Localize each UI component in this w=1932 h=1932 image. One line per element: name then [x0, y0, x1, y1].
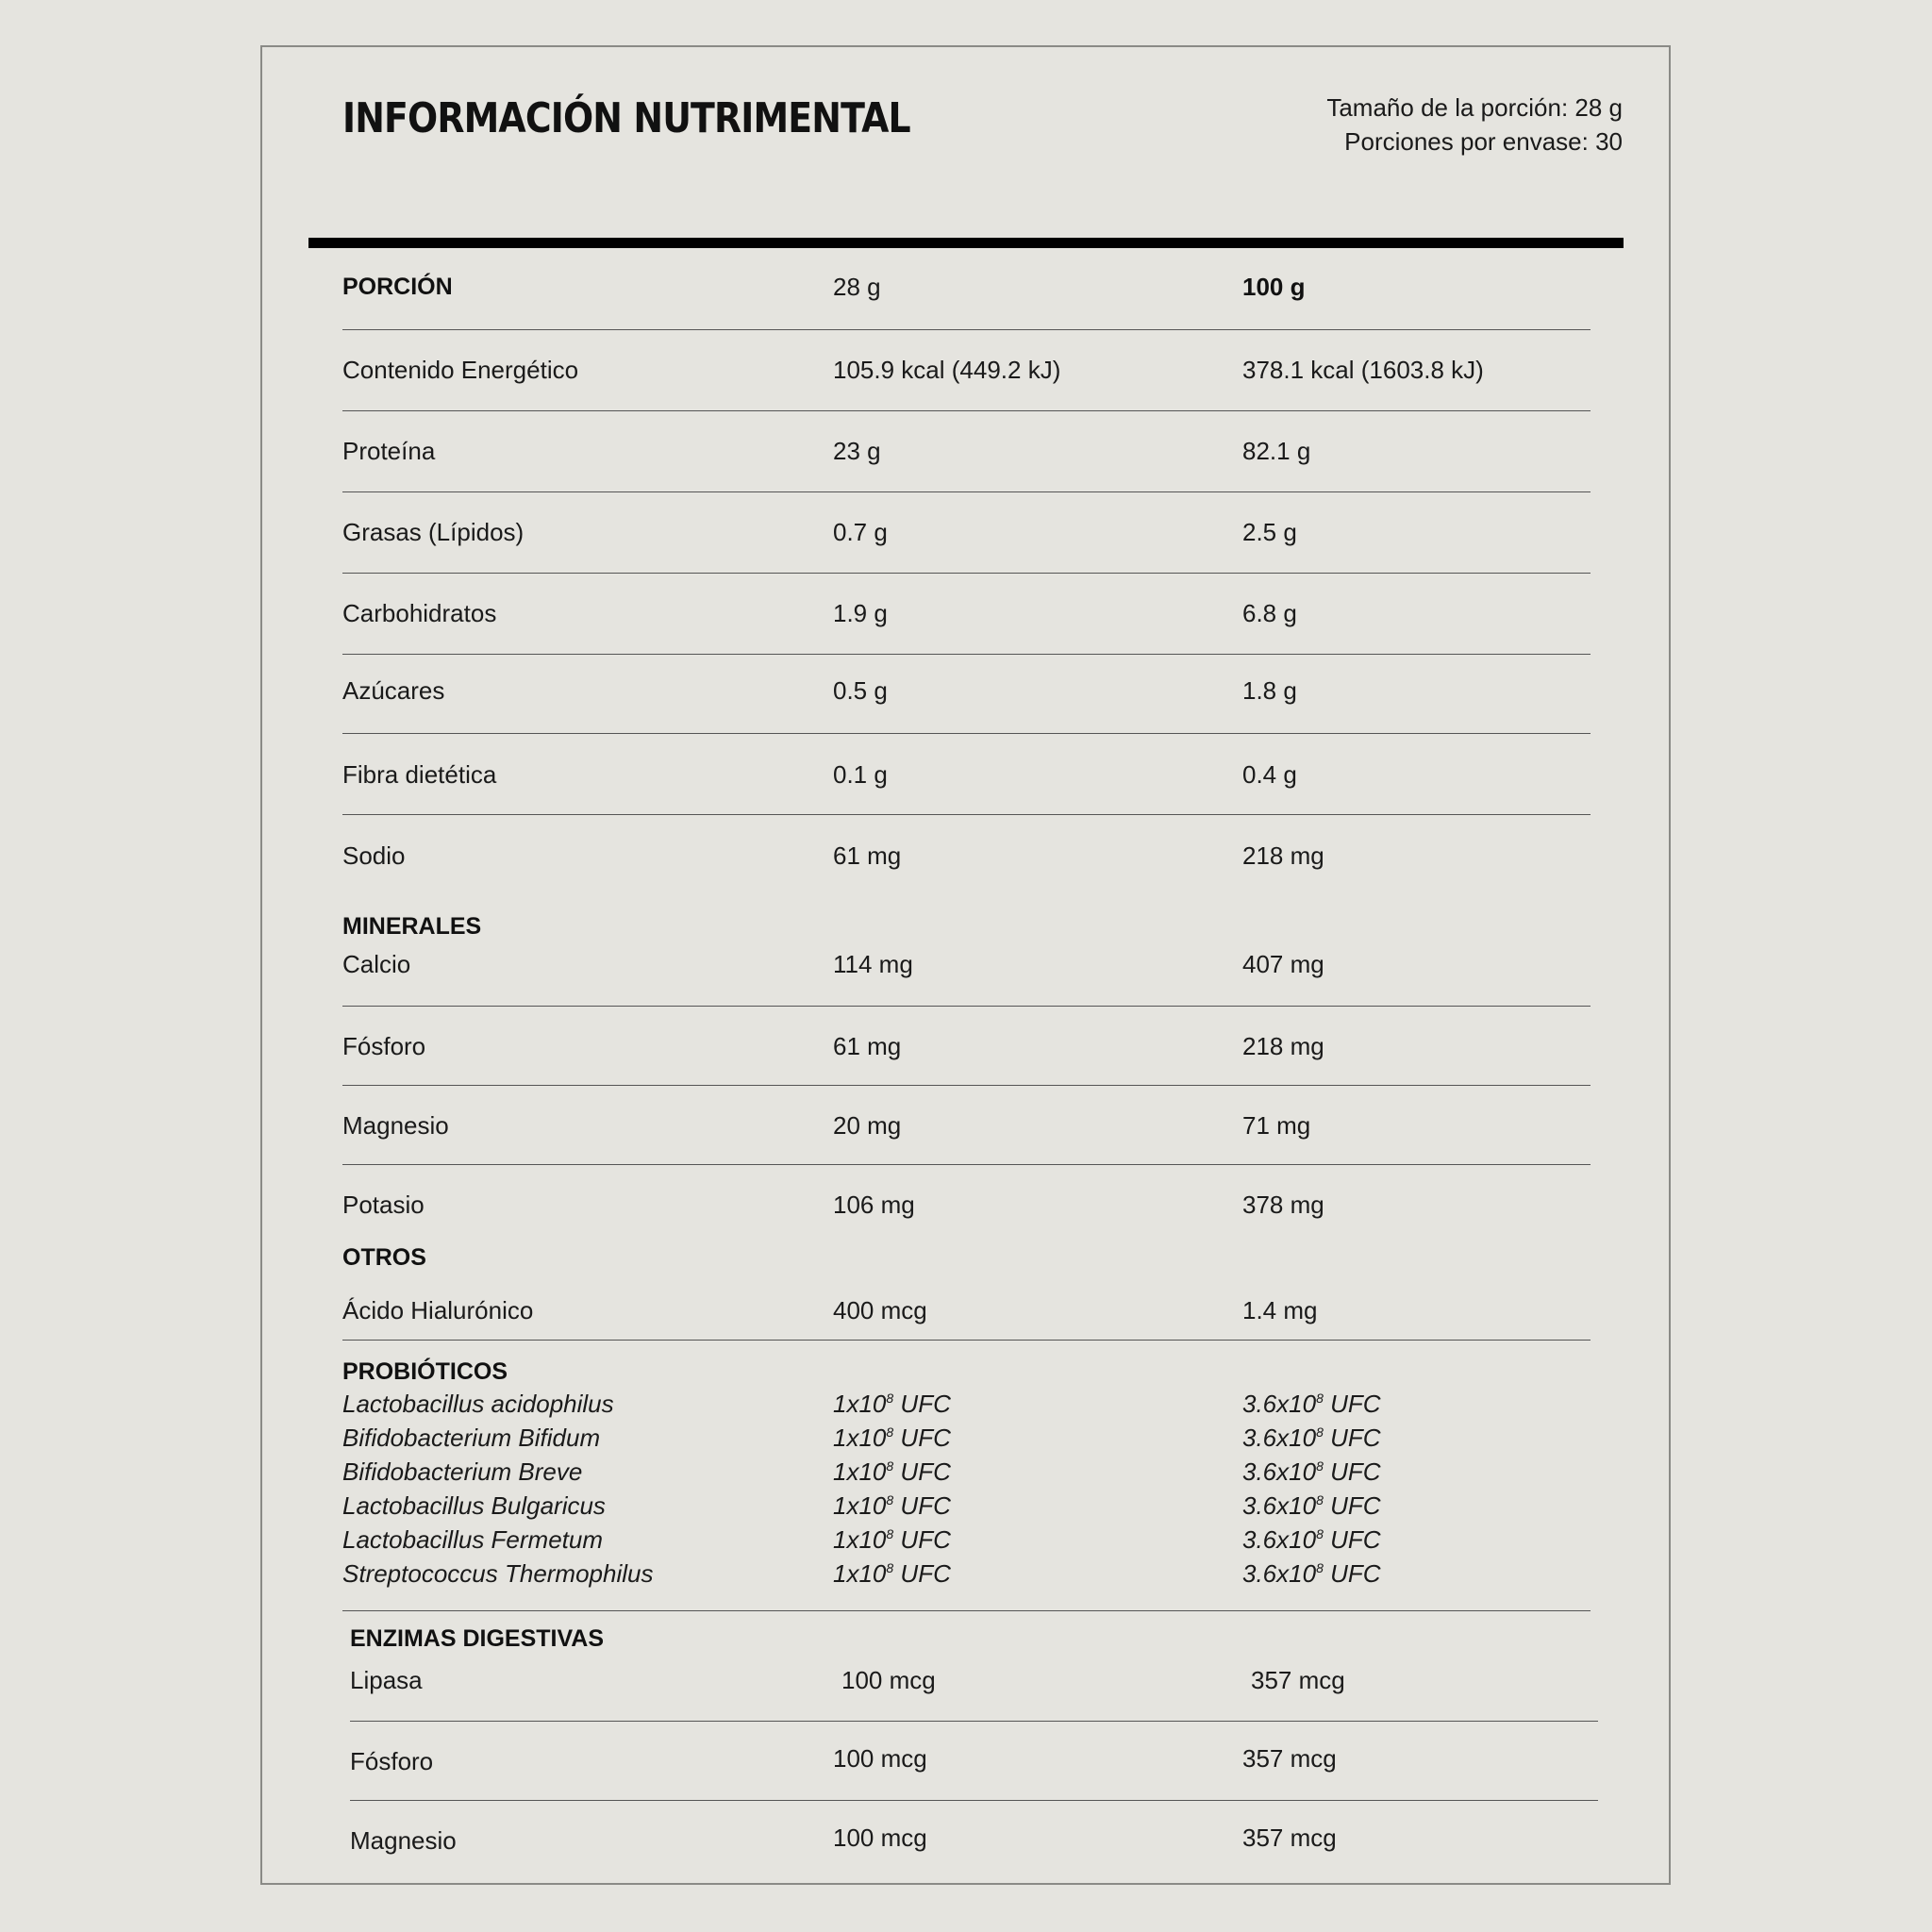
table-header-col2: 100 g — [1242, 273, 1306, 301]
probiotic-value-portion: $1x10^8$ UFC — [833, 1390, 951, 1418]
probiotic-value-100g: $3.6x10^8$ UFC — [1242, 1491, 1381, 1520]
row-label: Calcio — [342, 950, 411, 978]
header-rule — [308, 238, 1624, 248]
row-value-100g: 6.8 g — [1242, 599, 1297, 627]
servings-per-container: Porciones por envase: 30 — [1344, 127, 1623, 156]
row-divider — [342, 1340, 1591, 1341]
row-value-100g: 378.1 kcal (1603.8 kJ) — [1242, 356, 1484, 384]
row-value-portion: 105.9 kcal (449.2 kJ) — [833, 356, 1061, 384]
label-panel — [260, 45, 1671, 1885]
row-label: Magnesio — [350, 1826, 457, 1855]
row-divider — [342, 814, 1591, 815]
row-value-portion: 23 g — [833, 437, 881, 465]
row-value-100g: 0.4 g — [1242, 760, 1297, 789]
row-value-100g: 357 mcg — [1242, 1744, 1337, 1773]
row-value-portion: 61 mg — [833, 1032, 902, 1060]
page-title: INFORMACIÓN NUTRIMENTAL — [342, 94, 910, 142]
row-divider — [342, 1610, 1591, 1611]
row-value-100g: 357 mcg — [1251, 1666, 1345, 1694]
row-divider — [342, 1006, 1591, 1007]
serving-size: Tamaño de la porción: 28 g — [1326, 93, 1623, 122]
probiotic-value-portion: $1x10^8$ UFC — [833, 1559, 951, 1588]
section-heading-probioticos: PROBIÓTICOS — [342, 1358, 508, 1385]
row-label: Fibra dietética — [342, 760, 497, 789]
section-heading-enzimas: ENZIMAS DIGESTIVAS — [350, 1625, 605, 1652]
row-divider — [342, 654, 1591, 655]
row-label: Grasas (Lípidos) — [342, 518, 525, 546]
probiotic-name: Bifidobacterium Breve — [342, 1457, 583, 1486]
row-value-100g: 1.8 g — [1242, 676, 1297, 705]
probiotic-name: Bifidobacterium Bifidum — [342, 1424, 601, 1452]
row-label: Potasio — [342, 1191, 425, 1219]
row-value-100g: 407 mg — [1242, 950, 1324, 978]
section-heading-otros: OTROS — [342, 1244, 426, 1271]
row-value-portion: 1.9 g — [833, 599, 888, 627]
row-divider — [350, 1800, 1598, 1801]
row-divider — [342, 329, 1591, 330]
row-label: Contenido Energético — [342, 356, 579, 384]
section-heading-minerales: MINERALES — [342, 913, 482, 940]
row-value-portion: 20 mg — [833, 1111, 902, 1140]
row-divider — [342, 410, 1591, 411]
row-value-100g: 378 mg — [1242, 1191, 1324, 1219]
probiotic-name: Lactobacillus Fermetum — [342, 1525, 603, 1554]
row-value-100g: 218 mg — [1242, 841, 1324, 870]
row-value-portion: 400 mcg — [833, 1296, 927, 1324]
row-value-portion: 100 mcg — [841, 1666, 936, 1694]
row-value-100g: 82.1 g — [1242, 437, 1311, 465]
row-value-portion: 61 mg — [833, 841, 902, 870]
row-value-portion: 100 mcg — [833, 1824, 927, 1852]
row-label: Fósforo — [350, 1747, 434, 1775]
probiotic-value-100g: $3.6x10^8$ UFC — [1242, 1559, 1381, 1588]
row-divider — [342, 491, 1591, 492]
row-divider — [342, 733, 1591, 734]
row-divider — [342, 1164, 1591, 1165]
probiotic-name: Streptococcus Thermophilus — [342, 1559, 654, 1588]
table-header-col1: 28 g — [833, 273, 881, 301]
probiotic-value-portion: $1x10^8$ UFC — [833, 1491, 951, 1520]
row-value-portion: 0.7 g — [833, 518, 888, 546]
row-label: Ácido Hialurónico — [342, 1296, 534, 1324]
probiotic-name: Lactobacillus Bulgaricus — [342, 1491, 606, 1520]
row-label: Sodio — [342, 841, 406, 870]
row-label: Magnesio — [342, 1111, 449, 1140]
row-value-100g: 218 mg — [1242, 1032, 1324, 1060]
row-label: Lipasa — [350, 1666, 423, 1694]
row-label: Fósforo — [342, 1032, 426, 1060]
row-value-portion: 0.5 g — [833, 676, 888, 705]
row-label: Carbohidratos — [342, 599, 497, 627]
row-value-100g: 1.4 mg — [1242, 1296, 1318, 1324]
row-divider — [350, 1721, 1598, 1722]
row-value-portion: 0.1 g — [833, 760, 888, 789]
probiotic-value-portion: $1x10^8$ UFC — [833, 1424, 951, 1452]
row-value-100g: 2.5 g — [1242, 518, 1297, 546]
serving-info — [1326, 91, 1623, 158]
table-header-label: PORCIÓN — [342, 274, 453, 300]
probiotic-value-100g: $3.6x10^8$ UFC — [1242, 1390, 1381, 1418]
row-divider — [342, 1085, 1591, 1086]
row-value-portion: 106 mg — [833, 1191, 915, 1219]
probiotic-value-100g: $3.6x10^8$ UFC — [1242, 1525, 1381, 1554]
probiotic-name: Lactobacillus acidophilus — [342, 1390, 614, 1418]
probiotic-value-portion: $1x10^8$ UFC — [833, 1525, 951, 1554]
row-value-100g: 357 mcg — [1242, 1824, 1337, 1852]
probiotic-value-portion: $1x10^8$ UFC — [833, 1457, 951, 1486]
row-label: Azúcares — [342, 676, 445, 705]
row-label: Proteína — [342, 437, 436, 465]
probiotic-value-100g: $3.6x10^8$ UFC — [1242, 1424, 1381, 1452]
row-divider — [342, 573, 1591, 574]
row-value-portion: 100 mcg — [833, 1744, 927, 1773]
row-value-portion: 114 mg — [833, 950, 913, 978]
probiotic-value-100g: $3.6x10^8$ UFC — [1242, 1457, 1381, 1486]
row-value-100g: 71 mg — [1242, 1111, 1311, 1140]
